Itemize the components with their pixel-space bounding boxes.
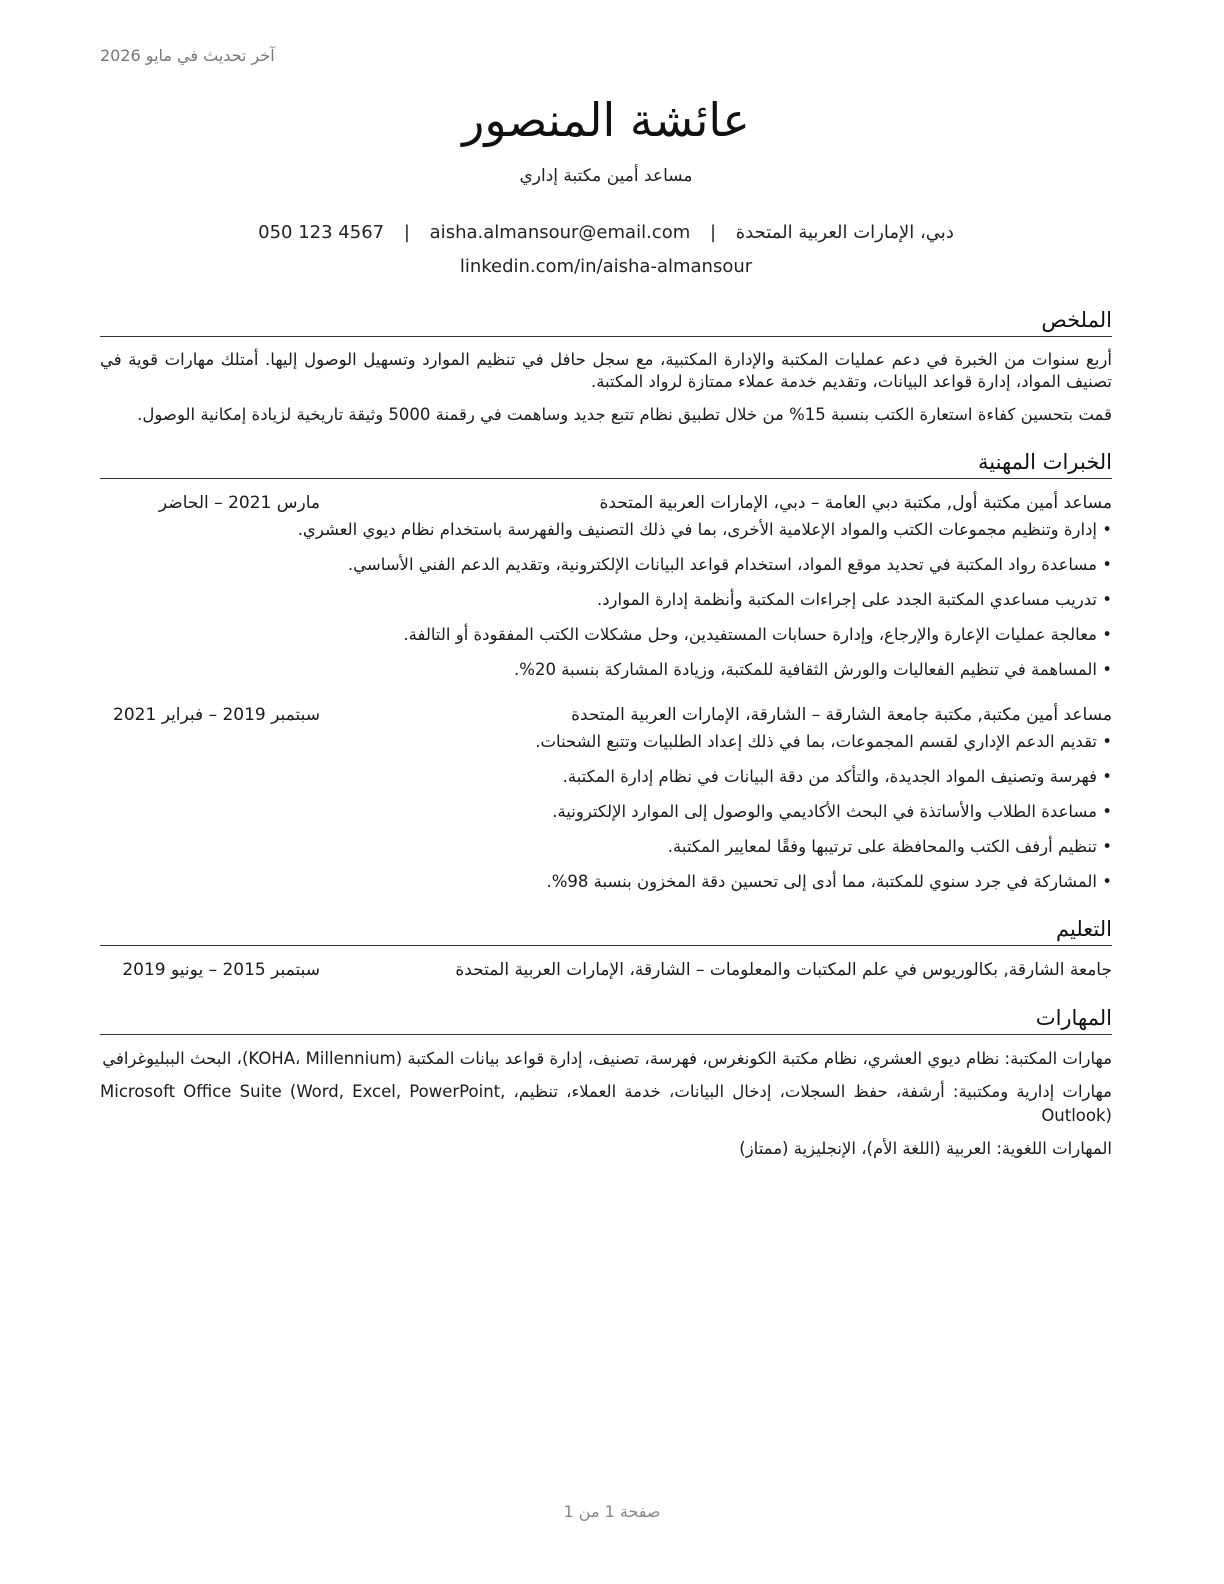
page-number: صفحة 1 من 1 [563,1502,661,1521]
job-bullet: • مساعدة الطلاب والأساتذة في البحث الأكاديمي والوصول إلى الموارد الإلكترونية. [100,801,1112,823]
job-bullet: • تدريب مساعدي المكتبة الجدد على إجراءات المكتبة وأنظمة إدارة الموارد. [100,589,1112,611]
contact-info [100,216,1112,284]
candidate-name: عائشة المنصور [462,93,750,147]
contact-separator: | [403,222,410,243]
education-heading: التعليم [100,915,1112,946]
contact-location: دبي، الإمارات العربية المتحدة [735,222,954,243]
job-location: – الشارقة، الإمارات العربية المتحدة [571,705,821,725]
job-bullet-list [100,519,1112,681]
skills-item: مهارات إدارية ومكتبية: أرشفة، حفظ السجلات، إدخال البيانات، خدمة العملاء، تنظيم، Microsoft Office Suite (Word, Excel, PowerPoint, Outlook) [100,1082,1112,1125]
education-dates: سبتمبر 2015 – يونيو 2019 [122,960,320,980]
job-bullet: • مساعدة رواد المكتبة في تحديد موقع المواد، استخدام قواعد البيانات الإلكترونية، وتقديم الدعم الفني الأساسي. [100,554,1112,576]
job-bullet: • معالجة عمليات الإعارة والإرجاع، وإدارة حسابات المستفيدين، وحل مشكلات الكتب المفقودة أو التالفة. [100,624,1112,646]
skills-item: مهارات المكتبة: نظام ديوي العشري، نظام مكتبة الكونغرس، فهرسة، تصنيف، إدارة قواعد بيانات المكتبة (KOHA، Millennium)، البحث الببليوغرافي [102,1049,1112,1068]
job-bullet: • المشاركة في جرد سنوي للمكتبة، مما أدى إلى تحسين دقة المخزون بنسبة 98%. [100,871,1112,893]
contact-line-2 [100,250,1112,284]
contact-phone: 050 123 4567 [258,222,385,243]
summary-section [100,349,1112,426]
education-entry [100,958,1112,982]
contact-linkedin[interactable]: linkedin.com/in/aisha-almansour [459,256,753,277]
skills-section [100,1047,1112,1161]
job-bullet-list [100,731,1112,893]
contact-email[interactable]: aisha.almansour@email.com [429,222,691,243]
job-entry [100,703,1112,893]
job-dates: مارس 2021 – الحاضر [158,493,320,513]
job-bullet: • إدارة وتنظيم مجموعات الكتب والمواد الإعلامية الأخرى، بما في ذلك التصنيف والفهرسة باستخدام نظام ديوي العشري. [100,519,1112,541]
job-dates: سبتمبر 2019 – فبراير 2021 [113,705,320,725]
candidate-role: مساعد أمين مكتبة إداري [519,166,693,186]
contact-line-1 [100,216,1112,250]
skills-item: المهارات اللغوية: العربية (اللغة الأم)، الإنجليزية (ممتاز) [739,1139,1112,1158]
job-bullet: • تنظيم أرفف الكتب والمحافظة على ترتيبها وفقًا لمعايير المكتبة. [100,836,1112,858]
summary-paragraph: أربع سنوات من الخبرة في دعم عمليات المكتبة والإدارة المكتبية، مع سجل حافل في تنظيم الموارد وتسهيل الوصول إليها. أمتلك مهارات قوية في تصنيف المواد، إدارة قواعد البيانات، وتقديم خدمة عملاء ممتازة لرواد المكتبة. [100,350,1112,391]
education-text: جامعة الشارقة, بكالوريوس في علم المكتبات والمعلومات – الشارقة، الإمارات العربية المتحدة [455,960,1112,980]
job-entry [100,491,1112,681]
job-location: – دبي، الإمارات العربية المتحدة [599,493,820,513]
last-updated-note: آخر تحديث في مايو 2026 [100,46,275,65]
contact-separator: | [709,222,717,243]
job-bullet: • تقديم الدعم الإداري لقسم المجموعات، بما في ذلك إعداد الطلبيات وتتبع الشحنات. [100,731,1112,753]
job-title-and-location [600,491,1113,515]
job-header [100,703,1112,727]
job-bullet: • المساهمة في تنظيم الفعاليات والورش الثقافية للمكتبة، وزيادة المشاركة بنسبة 20%. [100,659,1112,681]
experience-heading: الخبرات المهنية [100,448,1112,479]
summary-heading: الملخص [100,306,1112,337]
job-header [100,491,1112,515]
skills-heading: المهارات [100,1004,1112,1035]
job-title: مساعد أمين مكتبة أول, مكتبة دبي العامة [824,493,1112,513]
resume-content [100,88,1112,1170]
job-title-and-location [571,703,1112,727]
job-title: مساعد أمين مكتبة, مكتبة جامعة الشارقة [825,705,1112,725]
summary-paragraph: قمت بتحسين كفاءة استعارة الكتب بنسبة 15% من خلال تطبيق نظام تتبع جديد وساهمت في رقمنة 5000 وثيقة تاريخية لزيادة إمكانية الوصول. [137,405,1112,424]
job-bullet: • فهرسة وتصنيف المواد الجديدة، والتأكد من دقة البيانات في نظام إدارة المكتبة. [100,766,1112,788]
